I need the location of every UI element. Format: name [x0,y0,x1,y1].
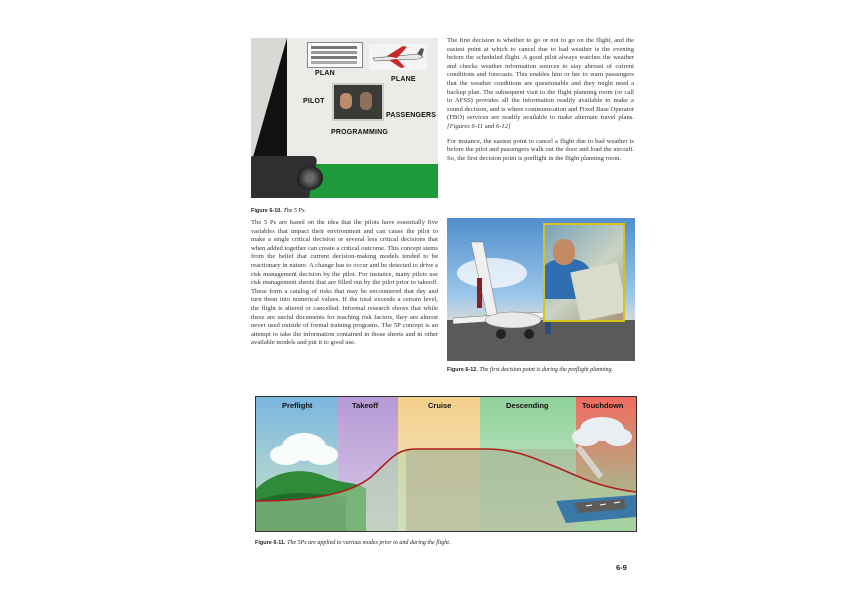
plane-image [369,44,427,70]
caption-text: The 5 Ps. [283,208,306,214]
pilot-head [553,239,575,265]
label-passengers: PASSENGERS [386,112,437,119]
phase-label-preflight: Preflight [282,401,313,410]
figure-6-10-caption [251,208,306,214]
caption-label: Figure 6-12. [447,367,478,373]
pilot-passengers-photo [332,83,384,121]
phase-label-descending: Descending [506,401,549,410]
caption-text: The first decision point is during the preflight planning. [479,367,614,373]
sectional-chart [570,263,625,322]
page-number: 6-9 [616,563,627,572]
paragraph-text: The first decision is whether to go or not to go on the flight, and the easiest point at which to cancel due to bad weather is the evening before the scheduled flight. A good pilot always watches the weather and checks weather information sources to stay abreast of current conditions and forecasts. This enables him or her to warn passengers that the weather conditions are questionable and they might need a backup plan. The subsequent visit to the flight planning room (or call to AFSS) provides all the information readily available to make a sound decision, and is where communication and Fixed Base Operator (FBO) services are readily available to make alternate travel plans. [447,37,634,122]
figure-6-11-caption [255,540,450,546]
figure-reference: [Figures 6-11 [447,122,484,130]
plan-document-image [307,42,363,68]
left-column [251,219,438,354]
body-paragraph [447,37,634,132]
body-paragraph: For instance, the easiest point to cancel a flight due to bad weather is before the pilot and passengers walk out the door and load the aircraft. So, the first decision point is preflight in the flight planning room. [447,137,634,162]
label-plane: PLANE [391,76,416,83]
figure-preflight-photo [447,218,635,361]
right-column [447,37,634,169]
label-pilot: PILOT [303,98,325,105]
flight-phases-graphic [256,397,636,531]
caption-text: The 5Ps are applied to various modes prior to and during the flight. [287,540,451,546]
projector-lens [297,166,323,190]
figure-flight-phases-diagram [255,396,637,532]
side-wall [251,38,287,164]
body-paragraph: The 5 Ps are based on the idea that the pilots have essentially five variables that impact their environment and can cause the pilot to make a single critical decision or several less critical decisions that when added together can create a critical outcome. This concept stems from the belief that current decision-making models tended to be reactionary in nature. A change has to occur and be detected to drive a risk management decision by the pilot. For instance, many pilots use risk management sheets that are filled out by the pilot prior to takeoff. These form a catalog of risks that may be encountered that day and turn them into numerical values. If the total exceeds a certain level, the flight is altered or cancelled. Informal research shows that while these are useful documents for teaching risk factors, they are almost never used outside of formal training programs. The 5P concept is an attempt to take the information contained in those sheets and in other available models and put it to good use. [251,219,438,347]
phase-label-touchdown: Touchdown [582,401,624,410]
pilot-map-inset [543,223,625,322]
phase-label-cruise: Cruise [428,401,452,410]
label-plan: PLAN [315,70,335,77]
figure-6-12-caption [447,366,635,374]
caption-label: Figure 6-11. [255,540,286,546]
reference-conjunction: and [484,122,495,130]
figure-reference: 6-12] [495,122,511,130]
phase-label-takeoff: Takeoff [352,401,379,410]
figure-5ps-illustration [251,38,438,198]
caption-label: Figure 6-10. [251,208,282,214]
label-programming: PROGRAMMING [331,129,389,136]
